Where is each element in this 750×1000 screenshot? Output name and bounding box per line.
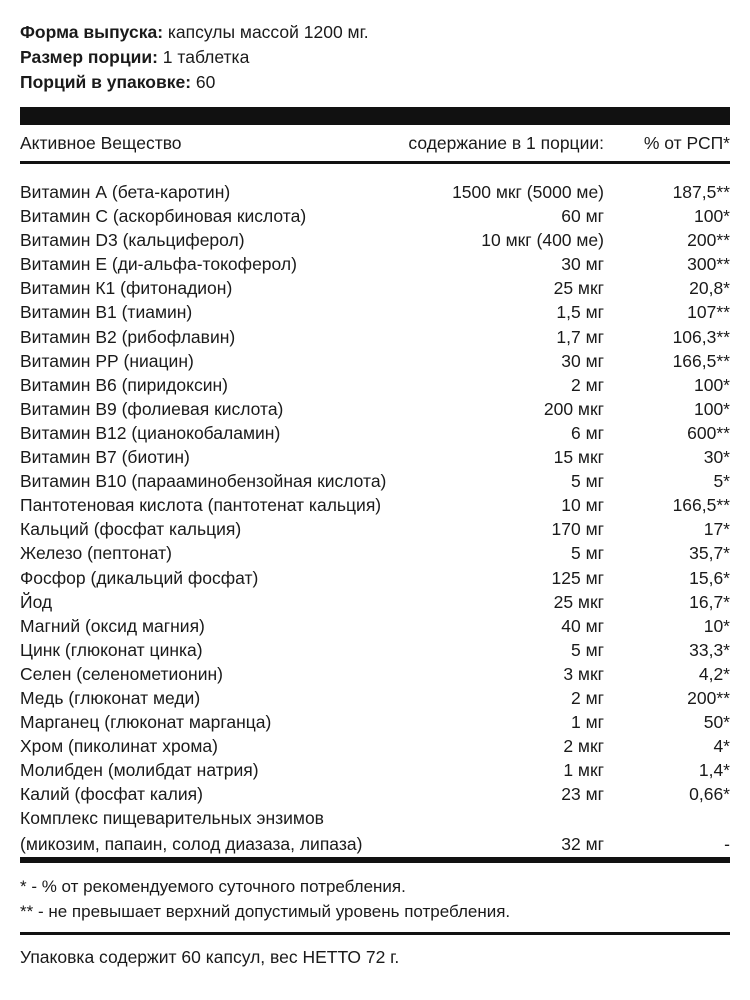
nutrient-percent: 106,3**: [672, 326, 730, 347]
nutrient-amount: 25 мкг: [553, 591, 604, 612]
nutrient-name: Марганец (глюконат марганца): [20, 712, 272, 733]
nutrient-amount: 25 мкг: [553, 278, 604, 299]
nutrient-percent: 200**: [687, 687, 730, 708]
nutrient-name: Витамин С (аскорбиновая кислота): [20, 206, 307, 227]
table-row: [20, 758, 730, 782]
nutrient-percent: 1,4*: [698, 760, 730, 781]
nutrient-amount: 30 мг: [561, 254, 604, 275]
nutrient-name: Витамин А (бета-каротин): [20, 182, 231, 202]
nutrient-percent: 100*: [693, 374, 730, 395]
nutrient-percent: 166,5**: [672, 495, 730, 516]
nutrient-name: Молибден (молибдат натрия): [20, 760, 259, 781]
nutrient-name: Витамин В6 (пиридоксин): [20, 374, 229, 395]
nutrient-name: Медь (глюконат меди): [20, 687, 201, 708]
nutrient-percent: 4*: [713, 736, 730, 757]
table-row: [20, 373, 730, 397]
nutrient-name: Хром (пиколинат хрома): [20, 736, 218, 757]
nutrient-name: Калий (фосфат калия): [20, 784, 203, 805]
table-row: [20, 541, 730, 565]
table-row: [20, 349, 730, 373]
nutrient-amount: 15 мкг: [553, 447, 604, 468]
nutrient-name: Пантотеновая кислота (пантотенат кальция): [20, 495, 382, 516]
nutrient-amount: 125 мг: [551, 567, 604, 588]
nutrient-name: Витамин Е (ди-альфа-токоферол): [20, 254, 297, 275]
table-row: [20, 180, 730, 204]
header-substance: Активное Вещество: [20, 133, 182, 153]
nutrient-percent: 15,6*: [689, 567, 730, 588]
nutrient-percent: 300**: [687, 254, 730, 275]
form-value: капсулы массой 1200 мг.: [163, 22, 369, 42]
nutrient-percent: 30*: [703, 447, 730, 468]
nutrient-amount: 5 мг: [570, 543, 604, 564]
nutrient-amount: 1,5 мг: [556, 302, 604, 323]
header-divider: [20, 161, 730, 164]
serving-size-value: 1 таблетка: [157, 47, 250, 67]
nutrient-amount: 3 мкг: [563, 663, 604, 684]
table-row: [20, 445, 730, 469]
table-row: [20, 710, 730, 734]
nutrient-name: Магний (оксид магния): [20, 615, 205, 636]
serving-size-row: [20, 45, 369, 70]
table-row: [20, 493, 730, 517]
servings-count-value: 60: [191, 72, 216, 92]
nutrient-percent: 100*: [693, 398, 730, 419]
package-info: Упаковка содержит 60 капсул, вес НЕТТО 72 г.: [20, 947, 400, 967]
nutrient-percent: 5*: [713, 471, 730, 492]
nutrient-percent: 17*: [703, 519, 730, 540]
nutrient-percent: 35,7*: [689, 543, 730, 564]
table-row: [20, 566, 730, 590]
nutrient-percent: 600**: [687, 422, 730, 443]
header-percent: % от РСП*: [643, 133, 730, 153]
footer-divider: [20, 932, 730, 935]
table-row: [20, 662, 730, 686]
nutrient-percent: 20,8*: [689, 278, 730, 299]
table-row: [20, 204, 730, 228]
nutrient-amount: 2 мг: [570, 374, 604, 395]
table-row: [20, 397, 730, 421]
nutrient-percent: 166,5**: [672, 350, 730, 371]
nutrient-amount: 200 мкг: [543, 398, 604, 419]
nutrient-amount: 10 мг: [561, 495, 604, 516]
nutrient-amount: 1500 мкг (5000 ме): [452, 182, 604, 202]
nutrient-amount: 2 мкг: [563, 736, 604, 757]
nutrient-percent: 50*: [703, 712, 730, 733]
table-row: [20, 421, 730, 445]
servings-count-label: Порций в упаковке:: [20, 72, 192, 92]
nutrient-amount: 40 мг: [561, 615, 604, 636]
footnotes: [20, 874, 510, 924]
nutrient-name: Цинк (глюконат цинка): [20, 639, 203, 660]
table-row: [20, 782, 730, 806]
table-row: [20, 325, 730, 349]
nutrient-amount: 2 мг: [570, 687, 604, 708]
nutrient-percent: 16,7*: [689, 591, 730, 612]
nutrient-amount: 1 мг: [570, 712, 604, 733]
table-row: [20, 276, 730, 300]
nutrient-percent: 187,5**: [672, 182, 730, 202]
table-row: [20, 734, 730, 758]
nutrient-name: Витамин В1 (тиамин): [20, 302, 193, 323]
nutrient-percent: 100*: [693, 206, 730, 227]
header-amount: содержание в 1 порции:: [408, 133, 604, 153]
nutrient-name: Йод: [20, 591, 53, 612]
nutrient-name: Витамин В12 (цианокобаламин): [20, 422, 281, 443]
nutrient-name: Витамин К1 (фитонадион): [20, 278, 233, 299]
nutrient-percent: 33,3*: [689, 639, 730, 660]
nutrient-name: Витамин D3 (кальциферол): [20, 230, 245, 251]
nutrient-amount: 30 мг: [561, 350, 604, 371]
form-label: Форма выпуска:: [20, 22, 164, 42]
nutrient-name: Витамин В2 (рибофлавин): [20, 326, 236, 347]
nutrient-name: Селен (селенометионин): [20, 663, 223, 684]
table-header: [20, 133, 730, 157]
nutrient-amount: 1 мкг: [563, 760, 604, 781]
nutrient-percent: 107**: [687, 302, 730, 323]
nutrient-percent: 10*: [703, 615, 730, 636]
table-row: [20, 252, 730, 276]
product-info: [20, 20, 369, 95]
table-row: [20, 614, 730, 638]
nutrient-amount: 170 мг: [551, 519, 604, 540]
nutrient-amount: 10 мкг (400 ме): [481, 230, 604, 251]
table-top-divider: [20, 107, 730, 125]
nutrient-percent: 4,2*: [698, 663, 730, 684]
nutrient-name: Кальций (фосфат кальция): [20, 519, 242, 540]
table-row: [20, 469, 730, 493]
footnote-double-star: ** - не превышает верхний допустимый уровень потребления.: [20, 902, 511, 921]
servings-count-row: [20, 70, 369, 95]
table-row: [20, 686, 730, 710]
table-row: [20, 228, 730, 252]
nutrient-amount: 5 мг: [570, 639, 604, 660]
enzyme-name-line2: (микозим, папаин, солод диазаза, липаза): [20, 834, 363, 854]
nutrient-name: Железо (пептонат): [20, 543, 172, 564]
enzyme-percent: -: [724, 834, 730, 854]
nutrient-name: Витамин В10 (парааминобензойная кислота): [20, 471, 387, 492]
footnote-single-star: * - % от рекомендуемого суточного потребления.: [20, 877, 406, 896]
nutrient-amount: 23 мг: [561, 784, 604, 805]
nutrient-amount: 60 мг: [561, 206, 604, 227]
nutrient-amount: 5 мг: [570, 471, 604, 492]
table-row: [20, 517, 730, 541]
enzyme-amount: 32 мг: [561, 834, 604, 854]
serving-size-label: Размер порции:: [20, 47, 158, 67]
nutrient-table: [20, 180, 730, 806]
nutrient-percent: 200**: [687, 230, 730, 251]
nutrient-name: Витамин РР (ниацин): [20, 350, 194, 371]
nutrient-amount: 6 мг: [570, 422, 604, 443]
nutrient-name: Фосфор (дикальций фосфат): [20, 567, 259, 588]
table-row: [20, 638, 730, 662]
form-row: [20, 20, 369, 45]
nutrient-name: Витамин В7 (биотин): [20, 447, 190, 468]
nutrient-percent: 0,66*: [689, 784, 730, 805]
table-bottom-divider: [20, 857, 730, 863]
nutrient-amount: 1,7 мг: [556, 326, 604, 347]
enzyme-name-line1: Комплекс пищеварительных энзимов: [20, 808, 324, 828]
table-row: [20, 300, 730, 324]
nutrient-name: Витамин В9 (фолиевая кислота): [20, 398, 284, 419]
table-row: [20, 590, 730, 614]
